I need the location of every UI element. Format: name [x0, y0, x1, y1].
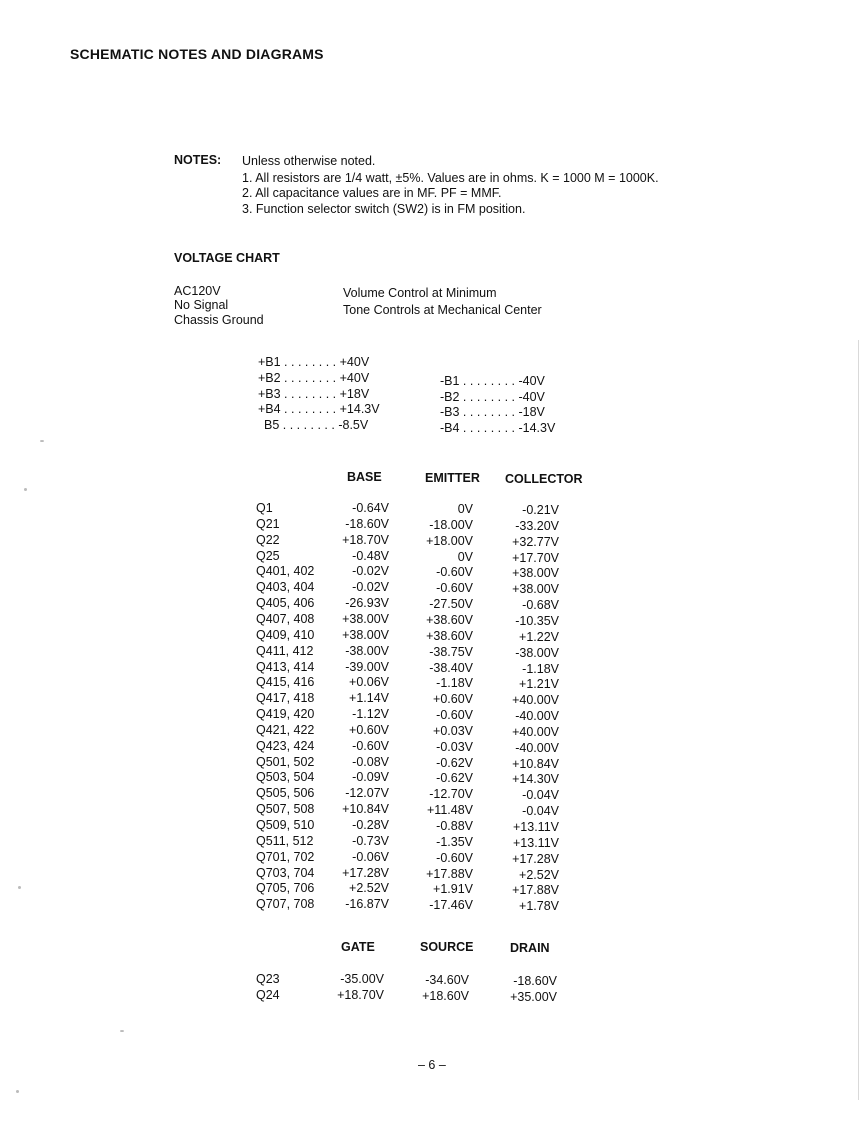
supply-b5: B5 . . . . . . . . -8.5V [264, 418, 369, 432]
transistor-row-label: Q405, 406 [256, 596, 315, 611]
transistor-row-value: -33.20V [515, 518, 559, 533]
scan-speck [40, 440, 44, 442]
condition-signal: No Signal [174, 298, 229, 312]
transistor-row-value: +40.00V [512, 724, 559, 739]
condition-ac: AC120V [174, 284, 221, 298]
transistor-row-label: Q509, 510 [256, 818, 315, 832]
supply-b1: +B1 . . . . . . . . +40V [258, 355, 370, 369]
note-item-3: 3. Function selector switch (SW2) is in FM position. [242, 202, 526, 216]
transistor-row-value: -0.60V [436, 708, 473, 723]
scan-speck [16, 1090, 19, 1093]
transistor-row-value: -0.60V [436, 850, 473, 865]
transistor-row-value: -10.35V [515, 613, 559, 628]
condition-volume: Volume Control at Minimum [343, 286, 497, 300]
transistor-row-value: +38.60V [426, 628, 473, 643]
transistor-row-value: -0.73V [352, 833, 389, 848]
transistor-row-value: +1.14V [349, 691, 389, 706]
transistor-row-label: Q707, 708 [256, 897, 315, 912]
transistor-row-value: +11.48V [427, 803, 473, 818]
transistor-row-label: Q403, 404 [256, 580, 315, 595]
transistor-row-value: +0.06V [349, 675, 389, 690]
transistor-row-value: -0.60V [352, 738, 389, 753]
supply-neg-b4: -B4 . . . . . . . . -14.3V [440, 421, 556, 435]
transistor-row-value: -18.60V [345, 516, 389, 531]
transistor-row-value: +13.11V [513, 820, 559, 834]
transistor-row-label: Q413, 414 [256, 659, 315, 674]
scan-speck [120, 1030, 124, 1032]
transistor-row-value: -16.87V [345, 897, 389, 912]
transistor-row-value: -0.03V [436, 739, 473, 754]
transistor-row-value: -1.12V [352, 707, 389, 722]
transistor-row-value: -0.60V [436, 565, 473, 580]
transistor-row-label: Q21 [256, 516, 280, 531]
transistor-row-label: Q421, 422 [256, 722, 315, 737]
supply-neg-b2: -B2 . . . . . . . . -40V [440, 390, 545, 404]
transistor-row-value: -0.06V [352, 849, 389, 864]
fet-row-value: +18.70V [337, 988, 384, 1002]
transistor-row-value: +40.00V [512, 693, 559, 708]
transistor-row-value: +18.70V [342, 532, 389, 547]
transistor-row-value: -0.64V [352, 501, 389, 515]
transistor-row-value: +10.84V [512, 756, 559, 771]
header-source: SOURCE [420, 940, 474, 954]
fet-row-value: -35.00V [340, 972, 384, 986]
condition-tone: Tone Controls at Mechanical Center [343, 303, 542, 317]
transistor-row-value: -38.40V [429, 660, 473, 675]
transistor-row-label: Q505, 506 [256, 786, 315, 801]
transistor-row-label: Q22 [256, 532, 280, 547]
note-item-1: 1. All resistors are 1/4 watt, ±5%. Values are in ohms. K = 1000 M = 1000K. [242, 171, 659, 185]
transistor-row-label: Q417, 418 [256, 691, 315, 706]
transistor-row-value: +38.00V [512, 582, 559, 597]
transistor-row-value: -17.46V [429, 898, 473, 913]
transistor-row-value: -0.02V [352, 580, 389, 595]
transistor-row-value: -0.68V [522, 598, 559, 613]
fet-row-value: +35.00V [510, 990, 557, 1004]
scan-speck [24, 488, 27, 491]
notes-label: NOTES: [174, 153, 222, 167]
transistor-row-value: +14.30V [512, 772, 559, 787]
transistor-row-label: Q423, 424 [256, 738, 315, 753]
transistor-row-value: -0.21V [522, 503, 559, 517]
fet-row-label: Q24 [256, 988, 280, 1002]
transistor-row-value: 0V [457, 502, 473, 516]
fet-row-value: -34.60V [425, 973, 469, 987]
transistor-row-value: -0.02V [352, 564, 389, 579]
transistor-row-value: -0.04V [522, 788, 559, 803]
transistor-row-value: +10.84V [342, 802, 389, 817]
transistor-row-value: +1.78V [519, 899, 559, 914]
transistor-row-value: -40.00V [515, 709, 559, 724]
transistor-row-value: +17.88V [426, 866, 473, 881]
transistor-row-value: +32.77V [512, 534, 559, 549]
transistor-row-value: +1.22V [519, 629, 559, 644]
condition-ground: Chassis Ground [174, 313, 264, 327]
transistor-row-value: -12.07V [345, 786, 389, 801]
transistor-row-value: -0.60V [436, 581, 473, 596]
page-title: SCHEMATIC NOTES AND DIAGRAMS [70, 46, 324, 62]
transistor-row-value: -0.88V [436, 819, 473, 833]
fet-row-label: Q23 [256, 972, 280, 986]
transistor-row-value: +17.88V [512, 883, 559, 898]
transistor-row-value: -0.28V [352, 818, 389, 832]
transistor-row-value: +38.00V [512, 566, 559, 581]
transistor-row-value: +2.52V [349, 881, 389, 896]
transistor-row-value: +1.91V [433, 882, 473, 897]
transistor-row-value: -38.00V [515, 645, 559, 660]
fet-row-value: -18.60V [513, 974, 557, 988]
transistor-row-label: Q701, 702 [256, 849, 315, 864]
notes-intro: Unless otherwise noted. [242, 154, 376, 168]
supply-b3: +B3 . . . . . . . . +18V [258, 387, 370, 401]
header-gate: GATE [341, 940, 375, 954]
header-drain: DRAIN [510, 941, 550, 955]
transistor-row-label: Q401, 402 [256, 564, 315, 579]
transistor-row-label: Q511, 512 [256, 833, 314, 848]
transistor-row-value: +17.28V [342, 865, 389, 880]
note-item-2: 2. All capacitance values are in MF. PF = MMF. [242, 186, 502, 200]
transistor-row-value: -39.00V [345, 659, 389, 674]
transistor-row-label: Q507, 508 [256, 802, 315, 817]
transistor-row-label: Q409, 410 [256, 627, 315, 642]
transistor-row-label: Q1 [256, 501, 273, 515]
transistor-row-label: Q415, 416 [256, 675, 315, 690]
header-emitter: EMITTER [425, 471, 480, 485]
transistor-row-value: +0.60V [433, 692, 473, 707]
transistor-row-value: -40.00V [515, 740, 559, 755]
transistor-row-value: -26.93V [345, 596, 389, 611]
transistor-row-value: 0V [457, 549, 473, 564]
voltage-chart-heading: VOLTAGE CHART [174, 251, 280, 265]
transistor-row-value: -38.75V [429, 644, 473, 659]
page-number: – 6 – [418, 1058, 446, 1072]
supply-b2: +B2 . . . . . . . . +40V [258, 371, 370, 385]
transistor-row-value: +38.00V [342, 627, 389, 642]
supply-neg-b3: -B3 . . . . . . . . -18V [440, 405, 545, 419]
transistor-row-label: Q501, 502 [256, 754, 315, 769]
transistor-row-value: -27.50V [429, 597, 473, 612]
scan-edge-line [858, 340, 862, 1100]
transistor-row-label: Q419, 420 [256, 707, 315, 722]
transistor-row-value: +2.52V [519, 867, 559, 882]
transistor-row-value: +17.70V [512, 550, 559, 565]
transistor-row-value: -0.08V [352, 754, 389, 769]
transistor-row-label: Q705, 706 [256, 881, 315, 896]
supply-neg-b1: -B1 . . . . . . . . -40V [440, 374, 545, 388]
header-collector: COLLECTOR [505, 472, 583, 486]
transistor-row-label: Q703, 704 [256, 865, 315, 880]
transistor-row-value: +38.00V [342, 611, 389, 626]
transistor-row-value: -1.18V [522, 661, 559, 676]
transistor-row-value: +13.11V [513, 835, 559, 850]
transistor-row-value: -0.62V [436, 771, 473, 786]
transistor-row-value: +38.60V [426, 612, 473, 627]
transistor-row-label: Q25 [256, 548, 280, 563]
scan-speck [18, 886, 21, 889]
transistor-row-value: -18.00V [429, 517, 473, 532]
transistor-row-label: Q503, 504 [256, 770, 315, 785]
transistor-row-label: Q407, 408 [256, 611, 315, 626]
header-base: BASE [347, 470, 382, 484]
transistor-row-value: +0.03V [433, 723, 473, 738]
transistor-row-value: +0.60V [349, 722, 389, 737]
transistor-row-value: +1.21V [519, 677, 559, 692]
transistor-row-value: -0.04V [522, 804, 559, 819]
transistor-row-value: -0.48V [352, 548, 389, 563]
transistor-row-value: -1.35V [436, 834, 473, 849]
supply-b4: +B4 . . . . . . . . +14.3V [258, 402, 380, 416]
transistor-row-value: +18.00V [426, 533, 473, 548]
transistor-row-value: +17.28V [512, 851, 559, 866]
transistor-row-label: Q411, 412 [256, 643, 314, 658]
transistor-row-value: -1.18V [436, 676, 473, 691]
transistor-row-value: -38.00V [345, 643, 389, 658]
transistor-row-value: -12.70V [429, 787, 473, 802]
transistor-row-value: -0.09V [352, 770, 389, 785]
transistor-row-value: -0.62V [436, 755, 473, 770]
fet-row-value: +18.60V [422, 989, 469, 1003]
